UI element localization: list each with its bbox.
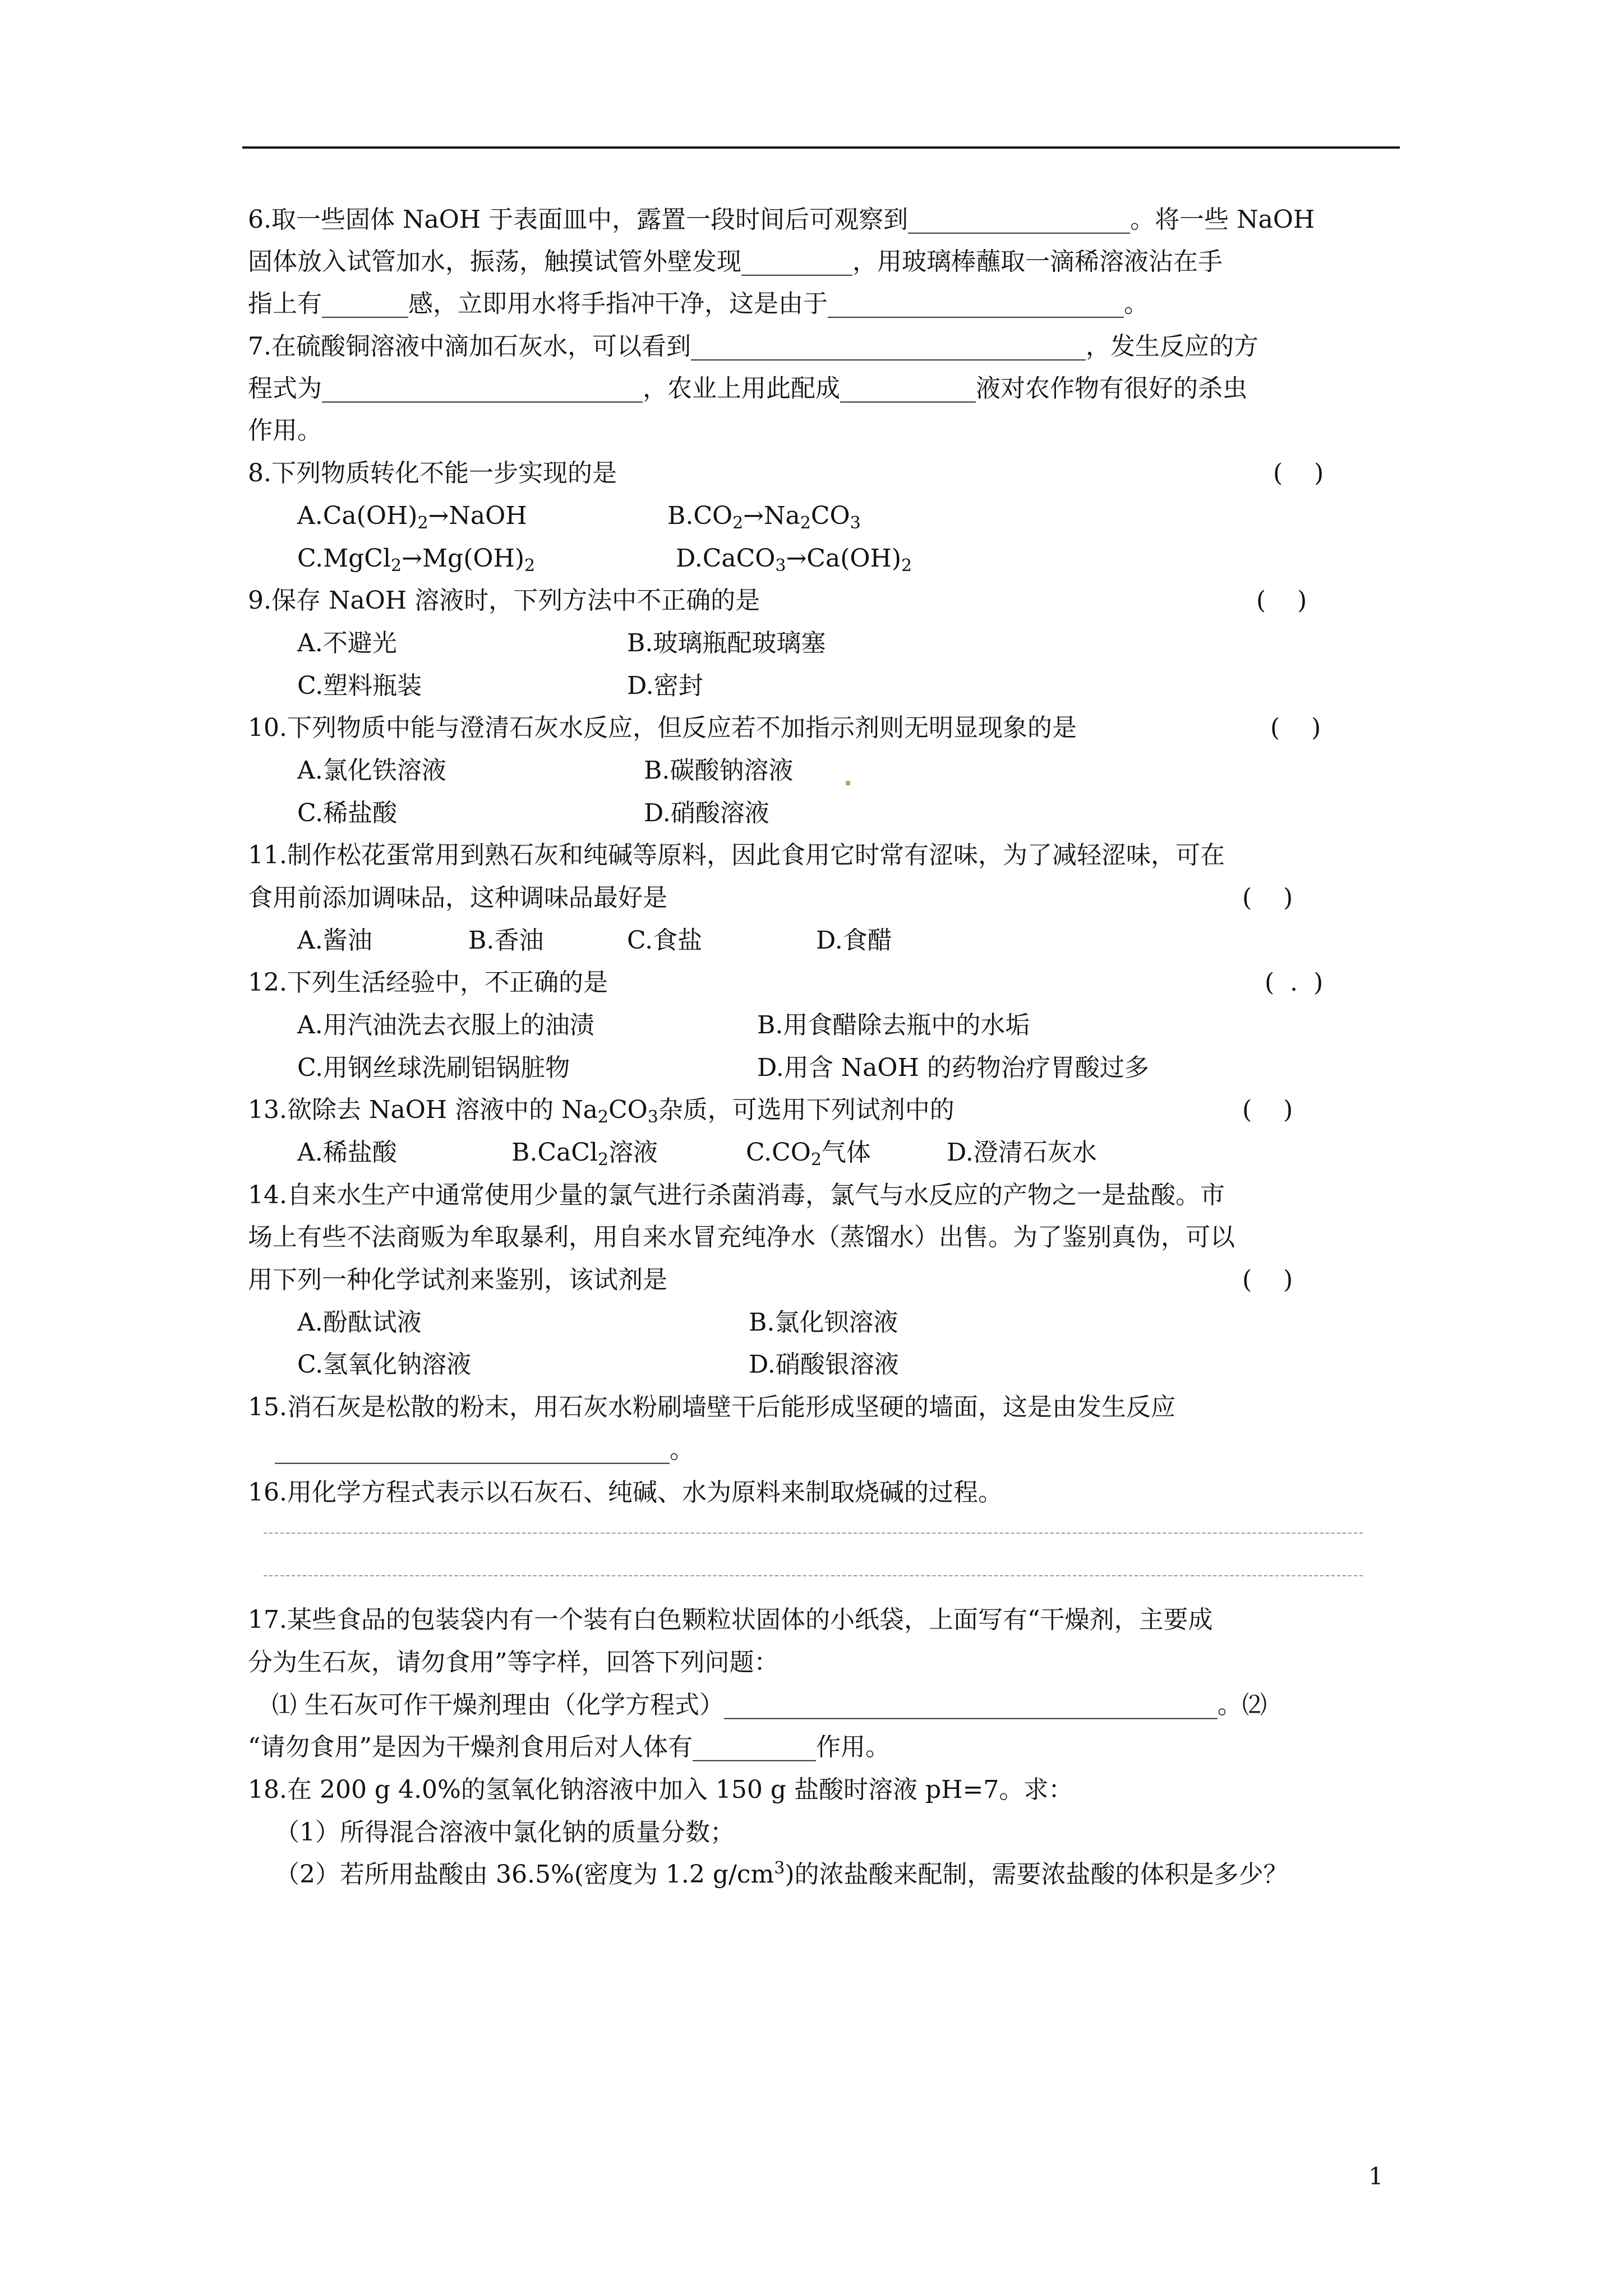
q7-line2: 程式为__________________________，农业上用此配成___________液对农作物有很好的杀虫 xyxy=(248,374,1247,403)
q12-option-a: A.用汽油洗去衣服上的油渍 xyxy=(297,1011,594,1039)
q8-option-c: $C.MgCl_2\to Mg(OH)_2$ xyxy=(297,544,536,576)
q11-line1: 11.制作松花蛋常用到熟石灰和纯碱等原料，因此食用它时常有涩味，为了减轻涩味，可在 xyxy=(248,841,1225,869)
q11-option-b: B.香油 xyxy=(468,926,544,955)
q10-stem: 10.下列物质中能与澄清石灰水反应，但反应若不加指示剂则无明显现象的是 xyxy=(248,714,1077,742)
q14-option-c: C.氢氧化钠溶液 xyxy=(297,1350,472,1379)
q7-line1: 7.在硫酸铜溶液中滴加石灰水，可以看到________________________________，发生反应的方 xyxy=(248,332,1258,361)
q16-answer-line-2 xyxy=(264,1575,1363,1576)
q14-line1: 14.自来水生产中通常使用少量的氯气进行杀菌消毒，氯气与水反应的产物之一是盐酸。市 xyxy=(248,1181,1225,1209)
page-number: 1 xyxy=(1368,2162,1384,2190)
q9-option-d: D.密封 xyxy=(627,671,703,700)
q10-option-b: B.碳酸钠溶液 xyxy=(644,756,794,785)
q8-stem: 8.下列物质转化不能一步实现的是 xyxy=(248,459,617,487)
q17-line2: 分为生石灰，请勿食用”等字样，回答下列问题： xyxy=(248,1648,779,1677)
q10-option-d: D.硝酸溶液 xyxy=(644,799,769,827)
q9-stem: 9.保存 NaOH 溶液时，下列方法中不正确的是 xyxy=(248,586,760,615)
q14-line2: 场上有些不法商贩为牟取暴利，用自来水冒充纯净水（蒸馏水）出售。为了鉴别真伪，可以 xyxy=(248,1223,1235,1251)
q14-line3: 用下列一种化学试剂来鉴别，该试剂是 xyxy=(248,1266,667,1294)
q16-answer-line-1 xyxy=(264,1533,1363,1534)
q15-line2: ________________________________。 xyxy=(275,1435,694,1464)
q8-answer-paren: ( ) xyxy=(1273,459,1324,487)
q14-answer-paren: ( ) xyxy=(1242,1266,1293,1294)
q11-answer-paren: ( ) xyxy=(1242,884,1293,912)
q13-answer-paren: ( ) xyxy=(1242,1096,1293,1124)
q12-option-b: B.用食醋除去瓶中的水垢 xyxy=(757,1011,1030,1039)
q14-option-a: A.酚酞试液 xyxy=(297,1308,422,1337)
q18-line3: （2）若所用盐酸由 36.5%(密度为 1.2 $g/cm^3$)的浓盐酸来配制，需要浓盐酸的体积是多少？ xyxy=(275,1858,1288,1889)
q10-option-a: A.氯化铁溶液 xyxy=(297,756,446,785)
q16-line1: 16.用化学方程式表示以石灰石、纯碱、水为原料来制取烧碱的过程。 xyxy=(248,1478,1003,1507)
q13-option-c: $C.CO_2$气体 xyxy=(746,1138,871,1170)
q6-line1: 6.取一些固体 NaOH 于表面皿中，露置一段时间后可观察到__________________。将一些 NaOH xyxy=(248,205,1315,234)
q18-line2: （1）所得混合溶液中氯化钠的质量分数； xyxy=(275,1818,735,1847)
q11-option-a: A.酱油 xyxy=(297,926,372,955)
q11-line2: 食用前添加调味品，这种调味品最好是 xyxy=(248,884,667,912)
q11-option-c: C.食盐 xyxy=(627,926,703,955)
q13-option-a: A.稀盐酸 xyxy=(297,1138,397,1167)
q12-stem: 12.下列生活经验中，不正确的是 xyxy=(248,968,608,997)
q8-option-b: $B.CO_2\to Na_2CO_3$ xyxy=(667,501,861,533)
q10-answer-paren: ( ) xyxy=(1270,714,1321,742)
q7-line3: 作用。 xyxy=(248,416,322,445)
q11-option-d: D.食醋 xyxy=(816,926,892,955)
q6-line3: 指上有_______感，立即用水将手指冲干净，这是由于________________________。 xyxy=(248,289,1149,318)
q12-answer-paren: ( . ) xyxy=(1265,968,1324,997)
q12-option-d: D.用含 NaOH 的药物治疗胃酸过多 xyxy=(757,1053,1149,1082)
q14-option-b: B.氯化钡溶液 xyxy=(749,1308,898,1337)
q17-line1: 17.某些食品的包装袋内有一个装有白色颗粒状固体的小纸袋，上面写有“干燥剂，主要成 xyxy=(248,1605,1213,1634)
q13-option-d: D.澄清石灰水 xyxy=(947,1138,1097,1167)
q13-option-b: B.CaCl$_2$溶液 xyxy=(511,1138,658,1170)
q15-line1: 15.消石灰是松散的粉末，用石灰水粉刷墙壁干后能形成坚硬的墙面，这是由发生反应 xyxy=(248,1393,1175,1421)
q8-option-a: $A.Ca(OH)_2\to NaOH$ xyxy=(297,501,527,533)
q13-stem: 13.欲除去 NaOH 溶液中的 $Na_2CO_3$杂质，可选用下列试剂中的 xyxy=(248,1096,955,1127)
q8-option-d: $D.CaCO_3\to Ca(OH)_2$ xyxy=(676,544,912,576)
header-rule xyxy=(242,146,1400,149)
q9-option-c: C.塑料瓶装 xyxy=(297,671,422,700)
q10-option-c: C.稀盐酸 xyxy=(297,799,398,827)
q17-line4: “请勿食用”是因为干燥剂食用后对人体有__________作用。 xyxy=(248,1733,890,1761)
stray-mark xyxy=(846,781,850,785)
q9-option-a: A.不避光 xyxy=(297,629,397,657)
q12-option-c: C.用钢丝球洗刷铝锅脏物 xyxy=(297,1053,570,1082)
q14-option-d: D.硝酸银溶液 xyxy=(749,1350,899,1379)
q17-line3: ⑴ 生石灰可作干燥剂理由（化学方程式）________________________________________。⑵ xyxy=(272,1691,1267,1719)
q18-line1: 18.在 200 g 4.0%的氢氧化钠溶液中加入 150 g 盐酸时溶液 pH=7。求： xyxy=(248,1775,1073,1804)
q9-answer-paren: ( ) xyxy=(1256,586,1307,615)
q6-line2: 固体放入试管加水，振荡，触摸试管外壁发现_________，用玻璃棒蘸取一滴稀溶液沾在手 xyxy=(248,247,1223,276)
q9-option-b: B.玻璃瓶配玻璃塞 xyxy=(627,629,826,657)
